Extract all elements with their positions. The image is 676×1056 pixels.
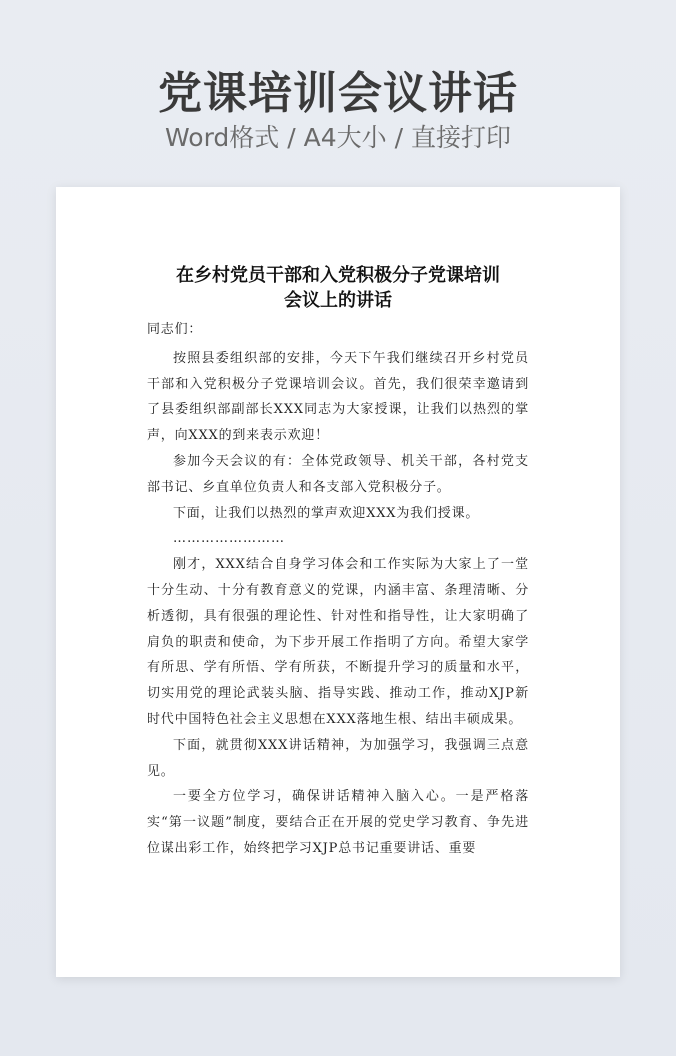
document-title-line-2: 会议上的讲话 <box>284 290 392 311</box>
paragraph: 按照县委组织部的安排，今天下午我们继续召开乡村党员干部和入党积极分子党课培训会议。首先，我们很荣幸邀请到了县委组织部副部长XXX同志为大家授课，让我们以热烈的掌声，向XXX的到来表示欢迎！ <box>147 350 529 444</box>
ellipsis-separator: …………………… <box>173 531 285 547</box>
document-title <box>56 263 620 313</box>
salutation: 同志们： <box>147 322 203 337</box>
paragraph: 刚才，XXX结合自身学习体会和工作实际为大家上了一堂十分生动、十分有教育意义的党课，内涵丰富、条理清晰、分析透彻，具有很强的理论性、针对性和指导性，让大家明确了肩负的职责和使命，为下步开展工作指明了方向。希望大家学有所思、学有所悟、学有所获，不断提升学习的质量和水平，切实用党的理论武装头脑、指导实践、推动工作，推动XJP新时代中国特色社会主义思想在XXX落地生根、结出丰硕成果。 <box>147 557 529 727</box>
document-page <box>56 187 620 977</box>
paragraph: 参加今天会议的有：全体党政领导、机关干部，各村党支部书记、乡直单位负责人和各支部入党积极分子。 <box>147 453 529 495</box>
banner-subtitle: Word格式 / A4大小 / 直接打印 <box>165 123 511 152</box>
paragraph: 下面，就贯彻XXX讲话精神，为加强学习，我强调三点意见。 <box>147 737 529 779</box>
paragraph: 下面，让我们以热烈的掌声欢迎XXX为我们授课。 <box>173 505 480 521</box>
document-title-line-1: 在乡村党员干部和入党积极分子党课培训 <box>176 265 500 286</box>
document-body <box>147 317 529 862</box>
banner-title: 党课培训会议讲话 <box>158 68 518 119</box>
paragraph: 一要全方位学习，确保讲话精神入脑入心。一是严格落实“第一议题”制度，要结合正在开展的党史学习教育、争先进位谋出彩工作，始终把学习XJP总书记重要讲话、重要 <box>147 789 529 856</box>
